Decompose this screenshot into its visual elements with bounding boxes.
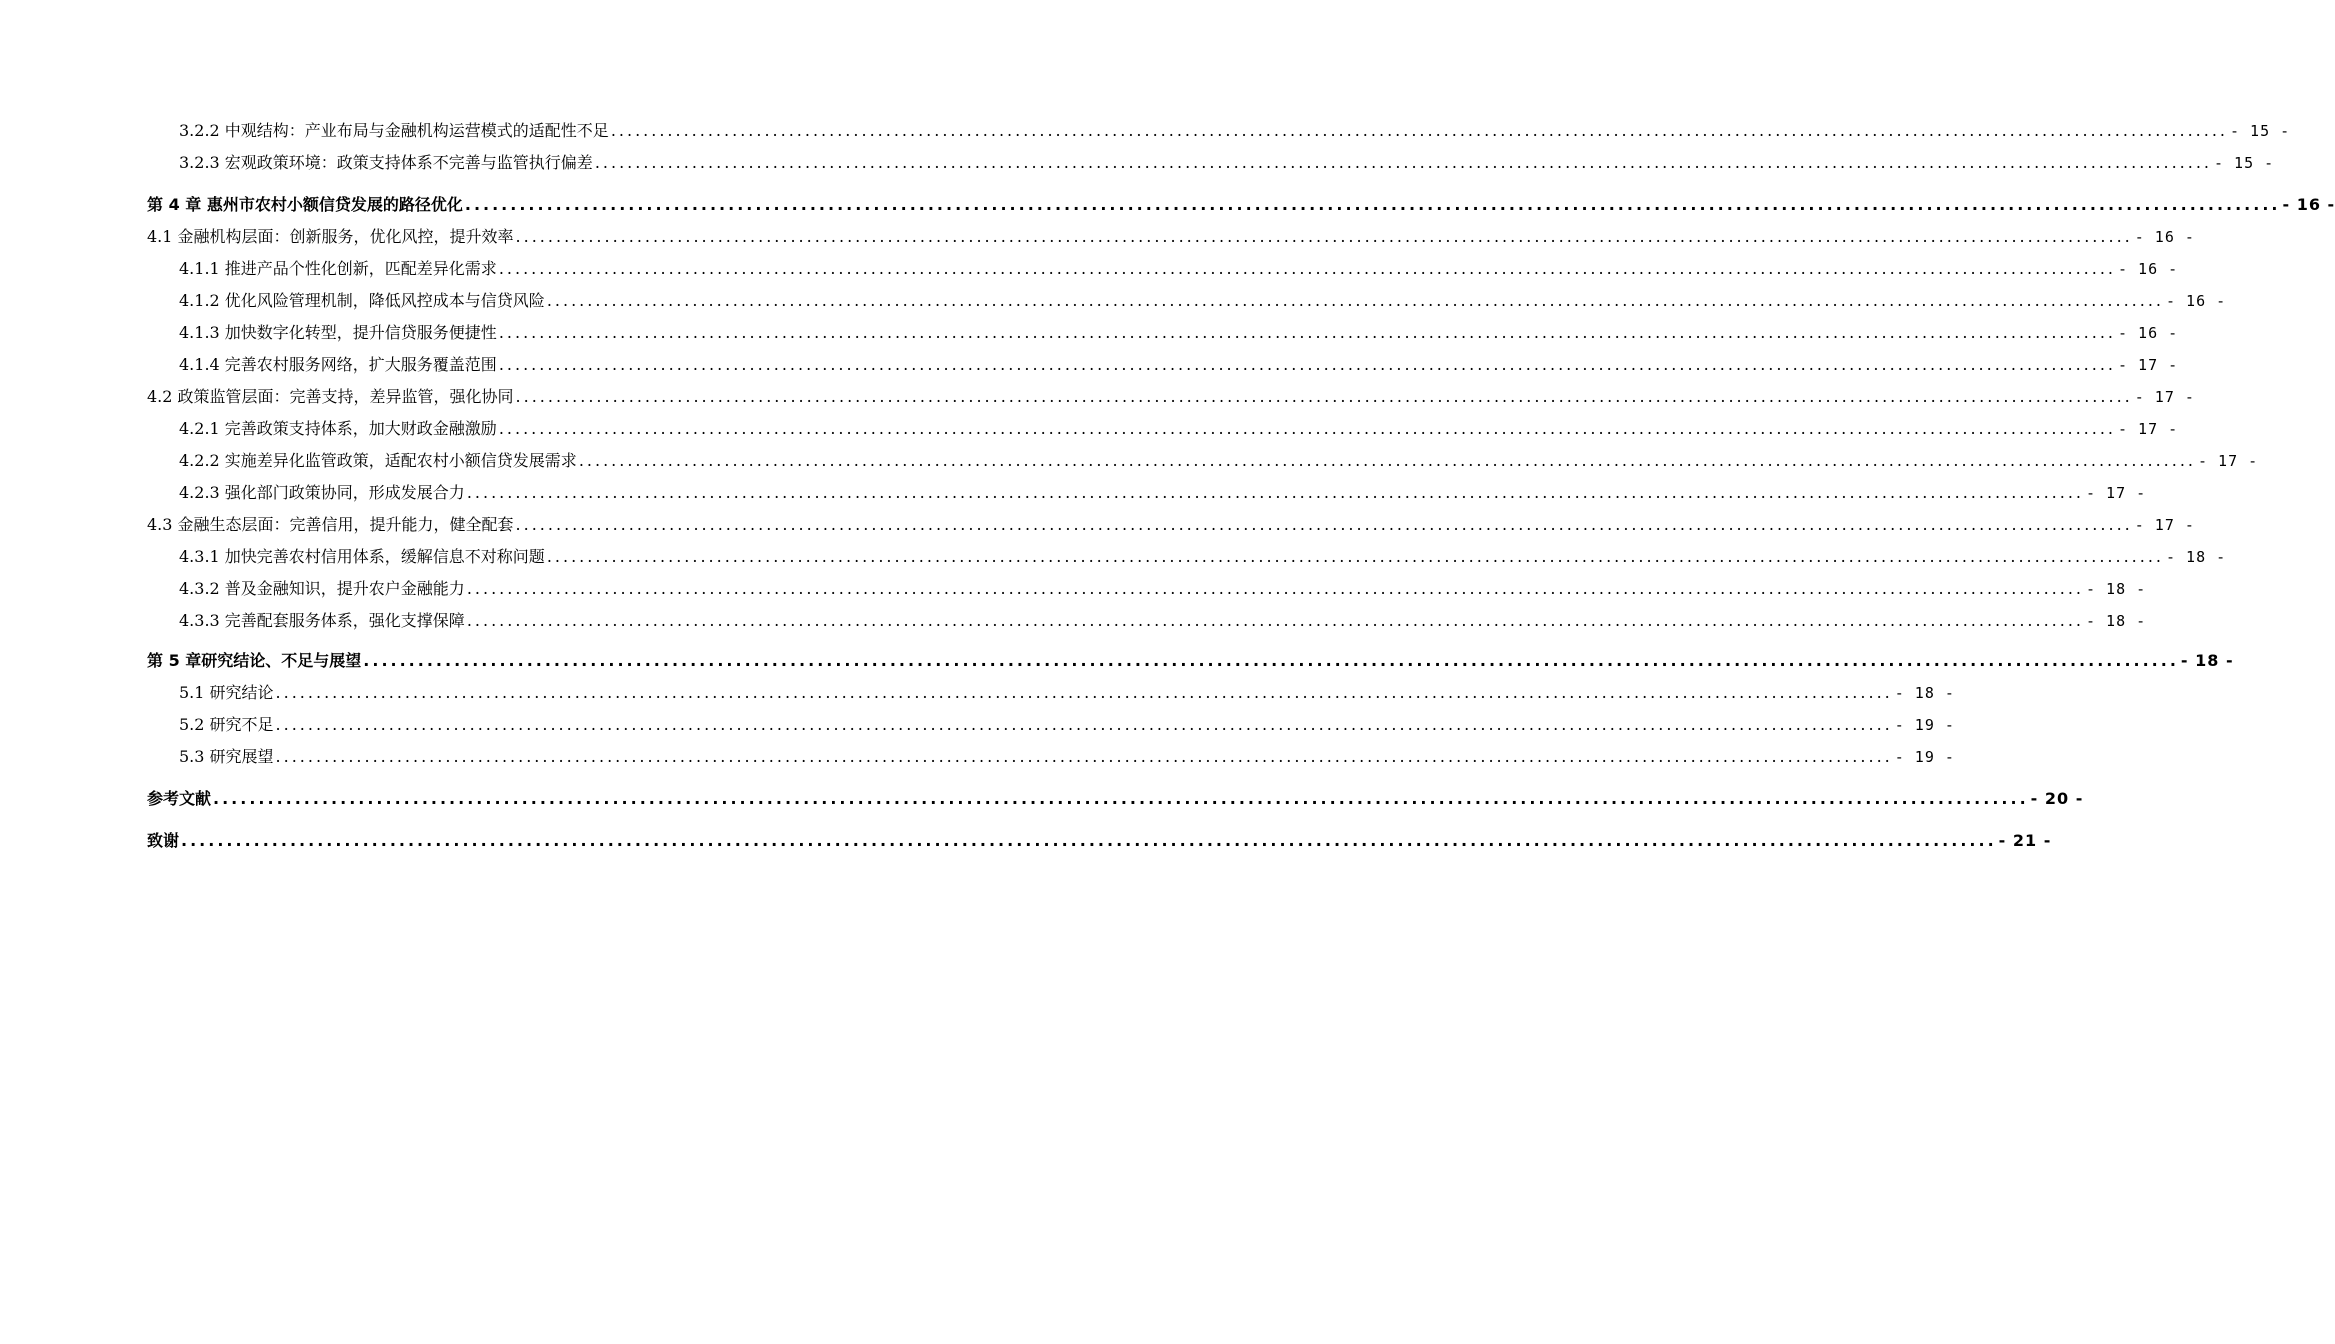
toc-entry <box>147 224 2195 250</box>
toc-leader-dots: ........................................................................................................................................................................................................ <box>546 547 2164 566</box>
toc-entry-page: - 20 - <box>2030 789 2084 808</box>
toc-leader-dots: ........................................................................................................................................................................................................ <box>181 831 1997 850</box>
toc-entry <box>179 118 2291 144</box>
toc-entry-title: 4.2.2 实施差异化监管政策，适配农村小额信贷发展需求 <box>179 451 577 470</box>
toc-entry-page: - 17 - <box>2134 516 2195 534</box>
toc-entry-page: - 18 - <box>1894 684 1955 702</box>
toc-entry-page: - 19 - <box>1894 716 1955 734</box>
toc-entry-page: - 17 - <box>2118 356 2179 374</box>
toc-leader-dots: ........................................................................................................................................................................................................ <box>515 515 2133 534</box>
toc-leader-dots: ........................................................................................................................................................................................................ <box>515 227 2133 246</box>
toc-entry <box>179 608 2147 634</box>
toc-leader-dots: ........................................................................................................................................................................................................ <box>464 195 2281 214</box>
toc-leader-dots: ........................................................................................................................................................................................................ <box>498 419 2116 438</box>
toc-entry-title: 第 4 章 惠州市农村小额信贷发展的路径优化 <box>147 195 463 214</box>
toc-entry-title: 4.3.1 加快完善农村信用体系，缓解信息不对称问题 <box>179 547 545 566</box>
toc-entry-title: 4.1.2 优化风险管理机制，降低风控成本与信贷风险 <box>179 291 545 310</box>
toc-entry-page: - 16 - <box>2134 228 2195 246</box>
toc-entry-page: - 21 - <box>1998 831 2052 850</box>
toc-entry-page: - 16 - <box>2282 195 2335 214</box>
toc-entry-title: 4.1.3 加快数字化转型，提升信贷服务便捷性 <box>179 323 497 342</box>
toc-entry-page: - 15 - <box>2214 154 2275 172</box>
toc-leader-dots: ........................................................................................................................................................................................................ <box>275 683 1893 702</box>
toc-entry-page: - 16 - <box>2118 260 2179 278</box>
toc-entry-page: - 18 - <box>2166 548 2227 566</box>
toc-leader-dots: ........................................................................................................................................................................................................ <box>363 651 2179 670</box>
toc-entry-page: - 19 - <box>1894 748 1955 766</box>
toc-leader-dots: ........................................................................................................................................................................................................ <box>515 387 2133 406</box>
toc-entry <box>147 384 2195 410</box>
toc-entry-page: - 17 - <box>2086 484 2147 502</box>
toc-entry <box>179 544 2227 570</box>
toc-leader-dots: ........................................................................................................................................................................................................ <box>578 451 2196 470</box>
toc-leader-dots: ........................................................................................................................................................................................................ <box>498 355 2116 374</box>
toc-entry-page: - 18 - <box>2086 612 2147 630</box>
toc-entry-title: 5.1 研究结论 <box>179 683 274 702</box>
toc-entry-title: 3.2.2 中观结构：产业布局与金融机构运营模式的适配性不足 <box>179 121 609 140</box>
toc-entry-title: 4.2 政策监管层面：完善支持，差异监管，强化协同 <box>147 387 514 406</box>
toc-entry-page: - 17 - <box>2198 452 2259 470</box>
toc-entry <box>179 744 1955 770</box>
toc-leader-dots: ........................................................................................................................................................................................................ <box>466 579 2084 598</box>
toc-entry <box>179 150 2275 176</box>
toc-entry-title: 5.2 研究不足 <box>179 715 274 734</box>
toc-entry-page: - 16 - <box>2166 292 2227 310</box>
toc-entry-page: - 18 - <box>2086 580 2147 598</box>
toc-leader-dots: ........................................................................................................................................................................................................ <box>275 747 1893 766</box>
toc-leader-dots: ........................................................................................................................................................................................................ <box>594 153 2212 172</box>
toc-leader-dots: ........................................................................................................................................................................................................ <box>466 483 2084 502</box>
toc-entry <box>147 828 2052 854</box>
toc-entry-title: 4.1.4 完善农村服务网络，扩大服务覆盖范围 <box>179 355 497 374</box>
toc-entry-title: 4.1.1 推进产品个性化创新，匹配差异化需求 <box>179 259 497 278</box>
toc-entry <box>179 480 2147 506</box>
toc-leader-dots: ........................................................................................................................................................................................................ <box>498 259 2116 278</box>
toc-leader-dots: ........................................................................................................................................................................................................ <box>466 611 2084 630</box>
toc-entry <box>147 786 2084 812</box>
toc-entry-page: - 15 - <box>2230 122 2291 140</box>
toc-entry-page: - 16 - <box>2118 324 2179 342</box>
toc-leader-dots: ........................................................................................................................................................................................................ <box>610 121 2228 140</box>
toc-entry <box>179 416 2179 442</box>
toc-entry <box>179 448 2259 474</box>
toc-entry-title: 4.3.3 完善配套服务体系，强化支撑保障 <box>179 611 465 630</box>
toc-entry <box>147 648 2234 674</box>
toc-entry <box>179 256 2179 282</box>
toc-entry-title: 4.2.3 强化部门政策协同，形成发展合力 <box>179 483 465 502</box>
toc-entry-title: 4.3.2 普及金融知识，提升农户金融能力 <box>179 579 465 598</box>
toc-entry <box>179 712 1955 738</box>
toc-entry-title: 4.2.1 完善政策支持体系，加大财政金融激励 <box>179 419 497 438</box>
toc-entry-page: - 18 - <box>2180 651 2234 670</box>
toc-entry <box>147 192 2335 218</box>
toc-entry-page: - 17 - <box>2134 388 2195 406</box>
toc-leader-dots: ........................................................................................................................................................................................................ <box>275 715 1893 734</box>
toc-entry-title: 3.2.3 宏观政策环境：政策支持体系不完善与监管执行偏差 <box>179 153 593 172</box>
toc-entry-title: 第 5 章研究结论、不足与展望 <box>147 651 362 670</box>
toc-entry-title: 参考文献 <box>147 789 212 808</box>
toc-leader-dots: ........................................................................................................................................................................................................ <box>498 323 2116 342</box>
toc-entry-title: 致谢 <box>147 831 180 850</box>
toc-entry <box>147 512 2195 538</box>
toc-entry-title: 5.3 研究展望 <box>179 747 274 766</box>
toc-entry-page: - 17 - <box>2118 420 2179 438</box>
toc-entry <box>179 576 2147 602</box>
toc-leader-dots: ........................................................................................................................................................................................................ <box>546 291 2164 310</box>
toc-entry <box>179 352 2179 378</box>
toc-entry <box>179 320 2179 346</box>
toc-entry <box>179 288 2227 314</box>
toc-entry-title: 4.3 金融生态层面：完善信用，提升能力，健全配套 <box>147 515 514 534</box>
toc-leader-dots: ........................................................................................................................................................................................................ <box>213 789 2029 808</box>
toc-entry <box>179 680 1955 706</box>
toc-entry-title: 4.1 金融机构层面：创新服务，优化风控，提升效率 <box>147 227 514 246</box>
